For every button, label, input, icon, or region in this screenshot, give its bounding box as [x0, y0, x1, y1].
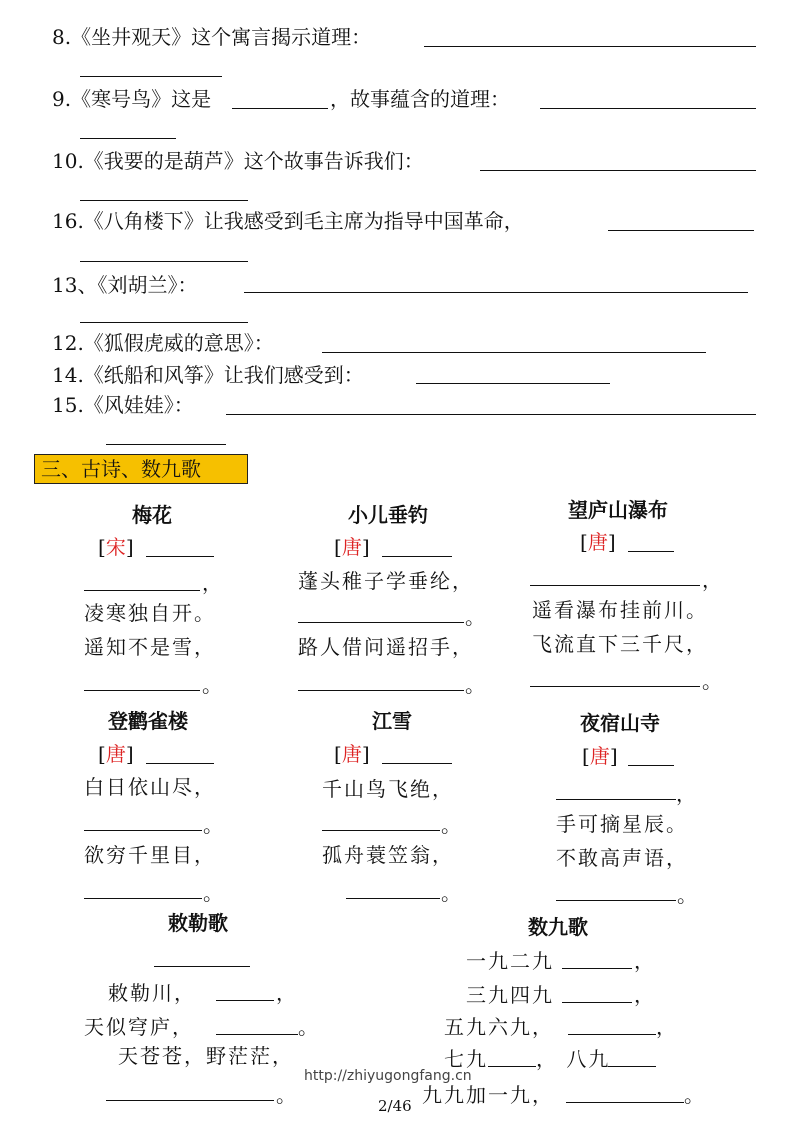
poem-line: 三九四九 [466, 983, 554, 1007]
question-12-text: 12.《狐假虎威的意思》： [52, 331, 274, 355]
section-title: 三、古诗、数九歌 [34, 454, 248, 484]
poem-line: 孤舟蓑笠翁， [322, 843, 454, 867]
question-9-text: 9.《寒号鸟》这是 [52, 87, 212, 111]
dynasty-name: 唐 [341, 535, 362, 559]
poem-line: 。 [684, 1083, 706, 1107]
poem-line: 手可摘星辰。 [556, 812, 688, 836]
answer-line[interactable] [84, 690, 200, 691]
poem-line: 千山鸟飞绝， [322, 777, 454, 801]
poem-line: 。 [202, 673, 224, 697]
question-14-text: 14.《纸船和风筝》让我们感受到： [52, 363, 364, 387]
poem-title: 江雪 [372, 709, 412, 733]
poem-line: 。 [677, 883, 699, 907]
answer-line[interactable] [106, 1100, 274, 1101]
poem-line: 。 [276, 1083, 298, 1107]
question-15-text: 15.《风娃娃》： [52, 393, 194, 417]
poem-line: 。 [203, 881, 225, 905]
poem-line: 。 [298, 1015, 320, 1039]
answer-line[interactable] [416, 383, 610, 384]
answer-line[interactable] [146, 556, 214, 557]
answer-line[interactable] [540, 108, 756, 109]
dynasty-name: 唐 [341, 742, 362, 766]
poem-line: ， [202, 571, 224, 595]
dynasty-name: 唐 [587, 530, 608, 554]
poem-line: 遥知不是雪， [84, 635, 216, 659]
poem-line: ， [634, 983, 656, 1007]
poem-line: 白日依山尽， [84, 775, 216, 799]
poem-line: 。 [465, 673, 487, 697]
poem-dynasty: [唐] [580, 530, 616, 554]
poem-line: 一九二九 [466, 949, 554, 973]
poem-line: ， [656, 1015, 678, 1039]
page-number: 2/46 [378, 1097, 412, 1115]
poem-line: 敕勒川， [108, 981, 196, 1005]
poem-line: 路人借问遥招手， [298, 635, 474, 659]
answer-line[interactable] [322, 830, 440, 831]
answer-line[interactable] [530, 686, 700, 687]
answer-line[interactable] [80, 200, 248, 201]
answer-line[interactable] [84, 590, 200, 591]
answer-line[interactable] [424, 46, 756, 47]
answer-line[interactable] [382, 763, 452, 764]
poem-line: 凌寒独自开。 [84, 601, 216, 625]
poem-title: 敕勒歌 [168, 911, 228, 935]
answer-line[interactable] [562, 968, 632, 969]
question-9-text-b: ，故事蕴含的道理： [330, 87, 510, 111]
answer-line[interactable] [84, 830, 202, 831]
poem-title: 梅花 [132, 503, 172, 527]
answer-line[interactable] [530, 585, 700, 586]
poem-line: ， [276, 981, 298, 1005]
poem-dynasty: [唐] [334, 535, 370, 559]
answer-line[interactable] [628, 765, 674, 766]
answer-line[interactable] [106, 444, 226, 445]
poem-line: 天苍苍，野茫茫， [118, 1044, 294, 1068]
poem-line: ， [676, 782, 698, 806]
answer-line[interactable] [244, 292, 748, 293]
poem-dynasty: [唐] [98, 742, 134, 766]
question-10-text: 10.《我要的是葫芦》这个故事告诉我们： [52, 149, 424, 173]
answer-line[interactable] [566, 1102, 684, 1103]
answer-line[interactable] [322, 352, 706, 353]
answer-line[interactable] [488, 1066, 536, 1067]
poem-title: 登鹳雀楼 [108, 709, 188, 733]
question-16-text: 16.《八角楼下》让我感受到毛主席为指导中国革命， [52, 209, 524, 233]
poem-line: 欲穷千里目， [84, 843, 216, 867]
answer-line[interactable] [608, 1066, 656, 1067]
answer-line[interactable] [80, 76, 222, 77]
poem-line: 飞流直下三千尺， [532, 632, 708, 656]
answer-line[interactable] [556, 900, 676, 901]
poem-line: 不敢高声语， [556, 846, 688, 870]
poem-line: 。 [441, 881, 463, 905]
answer-line[interactable] [80, 261, 248, 262]
answer-line[interactable] [568, 1034, 656, 1035]
poem-line: 蓬头稚子学垂纶， [298, 569, 474, 593]
poem-line: ， 八九 [536, 1047, 611, 1071]
answer-line[interactable] [298, 622, 464, 623]
answer-line[interactable] [556, 799, 676, 800]
poem-title: 数九歌 [528, 915, 588, 939]
poem-title: 夜宿山寺 [580, 711, 660, 735]
answer-line[interactable] [80, 322, 248, 323]
answer-line[interactable] [232, 108, 328, 109]
answer-line[interactable] [216, 1034, 298, 1035]
poem-dynasty: [唐] [582, 744, 618, 768]
poem-line: 。 [465, 605, 487, 629]
poem-line: 。 [441, 813, 463, 837]
poem-dynasty: [宋] [98, 535, 134, 559]
dynasty-name: 唐 [105, 742, 126, 766]
answer-line[interactable] [154, 966, 250, 967]
poem-line: 天似穹庐， [84, 1015, 194, 1039]
answer-line[interactable] [480, 170, 756, 171]
answer-line[interactable] [146, 763, 214, 764]
question-8-text: 8.《坐井观天》这个寓言揭示道理： [52, 25, 372, 49]
answer-line[interactable] [562, 1002, 632, 1003]
question-13-text: 13、《刘胡兰》： [52, 273, 198, 297]
dynasty-name: 宋 [105, 535, 126, 559]
answer-line[interactable] [80, 138, 176, 139]
poem-line: 七九 [444, 1047, 488, 1071]
poem-line: 遥看瀑布挂前川。 [532, 598, 708, 622]
poem-line: 五九六九， [444, 1015, 554, 1039]
poem-title: 小儿垂钓 [348, 503, 428, 527]
answer-line[interactable] [84, 898, 202, 899]
answer-line[interactable] [346, 898, 440, 899]
poem-line: 。 [702, 669, 724, 693]
poem-line: 九九加一九， [422, 1083, 554, 1107]
poem-line: 。 [203, 813, 225, 837]
poem-line: ， [702, 568, 724, 592]
poem-title: 望庐山瀑布 [568, 498, 668, 522]
answer-line[interactable] [608, 230, 754, 231]
answer-line[interactable] [628, 551, 674, 552]
footer-url[interactable]: http://zhiyugongfang.cn [304, 1068, 472, 1084]
poem-dynasty: [唐] [334, 742, 370, 766]
poem-line: ， [634, 949, 656, 973]
answer-line[interactable] [226, 414, 756, 415]
answer-line[interactable] [382, 556, 452, 557]
dynasty-name: 唐 [589, 744, 610, 768]
answer-line[interactable] [216, 1000, 274, 1001]
answer-line[interactable] [298, 690, 464, 691]
